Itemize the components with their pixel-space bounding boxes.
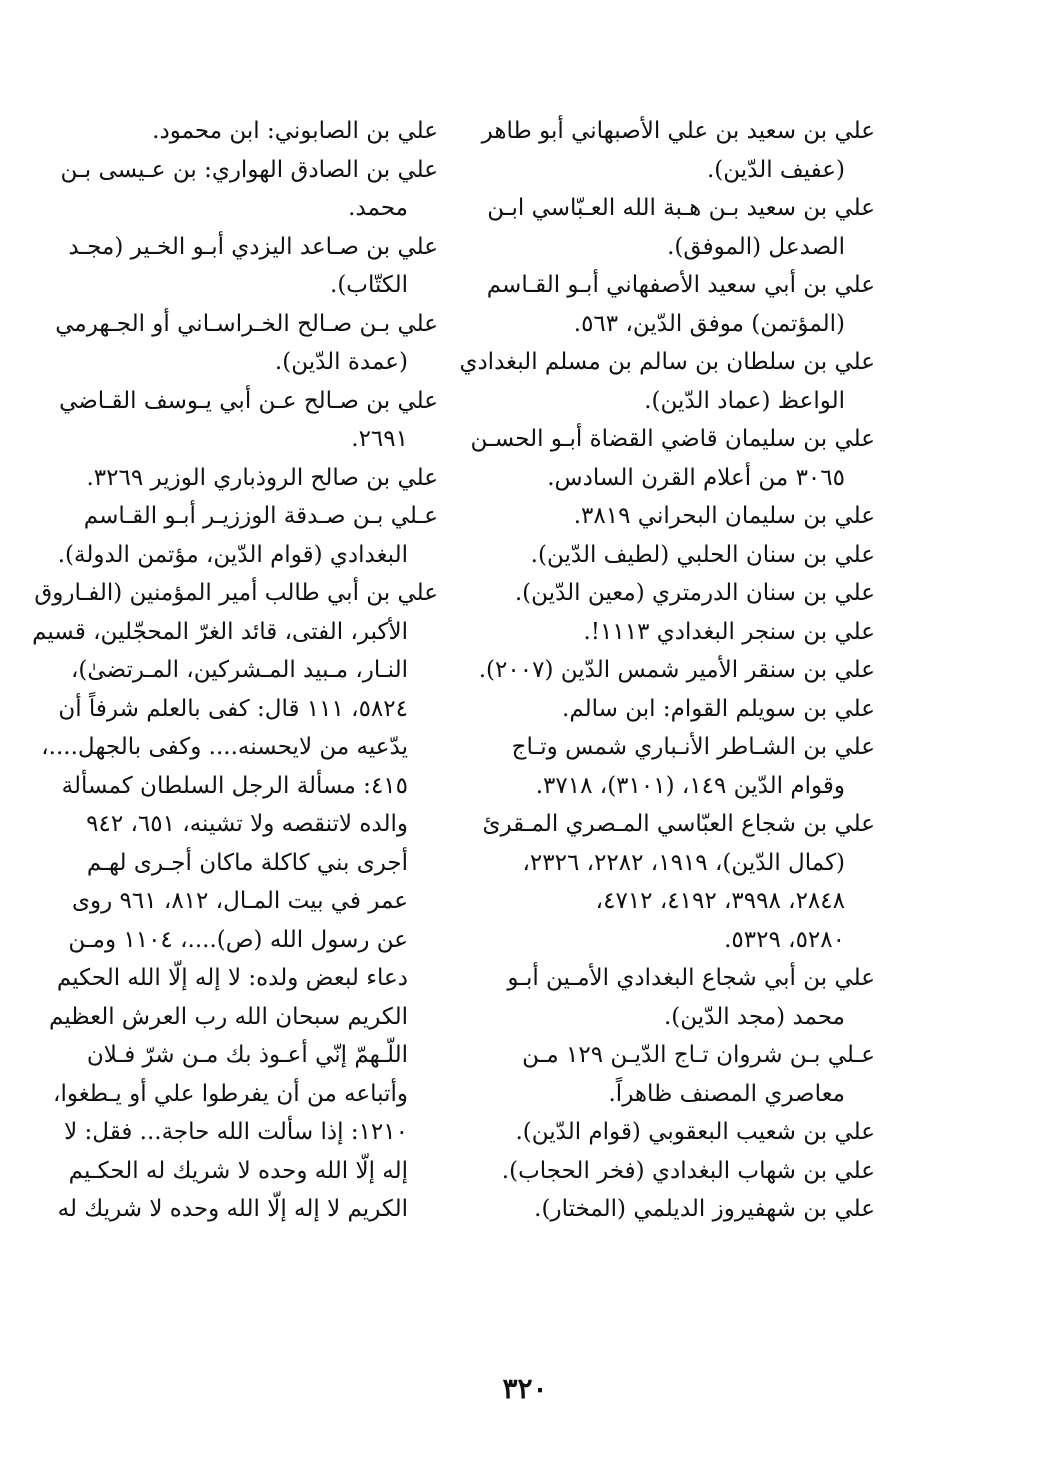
entry-continuation-line: الصدعل (الموفق). [667, 233, 845, 260]
entry-line: علي بن الصابوني: ابن محمود. [152, 118, 438, 144]
entry-continuation-line: الكريم لا إله إلّا الله وحده لا شريك له [57, 1196, 408, 1222]
entry-line: علي بن سويلم القوام: ابن سالم. [562, 695, 875, 722]
page-number: ٣٢٠ [502, 1372, 548, 1405]
entry-continuation-line: النـار، مـبيد المـشركين، المـرتضىٰ)، [70, 657, 408, 683]
entry-continuation-line: محمد (مجد الدّين). [663, 1003, 845, 1030]
entry-continuation-line: ٤١٥: مسألة الرجل السلطان كمسألة [61, 772, 408, 799]
entry-line: علي بن سنجر البغدادي ١١١٣!. [583, 618, 875, 645]
entry-continuation-line: الكريم سبحان الله رب العرش العظيم [49, 1003, 408, 1030]
entry-line: علي بن صـاعد اليزدي أبـو الخـير (مجـد [68, 233, 438, 260]
right-column [459, 112, 875, 1229]
entry-line: علي بن أبي طالب أمير المؤمنين (الفـاروق [34, 580, 438, 606]
entry-continuation-line: (عمدة الدّين). [274, 349, 408, 375]
entry-line: علي بن أبي سعيد الأصفهاني أبـو القـاسم [486, 272, 875, 298]
entry-continuation-line: ٥٨٢٤، ١١١ قال: كفى بالعلم شرفاً أن [58, 695, 408, 722]
entry-line: علي بن شعيب البعقوبي (قوام الدّين). [515, 1119, 875, 1145]
entry-continuation-line: ٢٦٩١. [351, 426, 408, 452]
entry-continuation-line: الأكبر، الفتى، قائد الغرّ المحجّلين، قسيم [32, 618, 408, 645]
entry-continuation-line: الكتّاب). [330, 272, 408, 298]
entry-continuation-line: محمد. [348, 195, 408, 221]
entry-line: عـلي بـن صـدقة الوززيـر أبـو القـاسم [83, 503, 438, 529]
entry-line: علي بن صالح الروذباري الوزير ٣٢٦٩. [86, 464, 438, 491]
entry-continuation-line: (عفيف الدّين). [706, 156, 845, 183]
entry-line: علي بن شهفيروز الديلمي (المختار). [534, 1196, 875, 1222]
entry-continuation-line: إله إلّا الله وحده لا شريك له الحكـيم [68, 1157, 408, 1184]
entry-line: علي بن الشـاطر الأنـباري شمس وتـاج [511, 734, 875, 760]
entry-line: علي بـن صـالح الخـراسـاني أو الجـهرمي [55, 310, 438, 337]
entry-line: علي بن أبي شجاع البغدادي الأمـين أبـو [507, 965, 875, 991]
entry-line: علي بن الصادق الهواري: بن عـيسى بـن [60, 156, 438, 183]
entry-line: علي بن صـالح عـن أبي يـوسف القـاضي [59, 387, 438, 414]
entry-line: علي بن سليمان البحراني ٣٨١٩. [573, 503, 875, 529]
entry-continuation-line: ٢٨٤٨، ٣٩٩٨، ٤١٩٢، ٤٧١٢، [595, 888, 845, 914]
entry-line: علي بن سعيد بـن هـبة الله العـبّاسي ابـن [487, 195, 875, 221]
entry-line: علي بن سلطان بن سالم بن مسلم البغدادي [459, 349, 875, 375]
entry-continuation-line: الواعظ (عماد الدّين). [644, 387, 845, 414]
entry-continuation-line: والده لاتنقصه ولا تشينه، ٦٥١، ٩٤٢ [86, 811, 408, 837]
entry-continuation-line: دعاء لبعض ولده: لا إله إلّا الله الحكيم [56, 965, 408, 991]
entry-continuation-line: (المؤتمن) موفق الدّين، ٥٦٣. [573, 310, 845, 337]
entry-line: علي بن سليمان قاضي القضاة أبـو الحسـن [470, 426, 875, 452]
entry-line: علي بن سنان الدرمتري (معين الدّين). [514, 580, 875, 606]
entry-continuation-line: أجرى بني كاكلة ماكان أجـرى لهـم [86, 849, 408, 876]
entry-line: علي بن سنقر الأمير شمس الدّين (٢٠٠٧). [478, 657, 875, 683]
entry-line: علي بن سنان الحلبي (لطيف الدّين). [530, 541, 875, 568]
entry-continuation-line: عن رسول الله (ص)....، ١١٠٤ ومـن [68, 926, 408, 953]
entry-continuation-line: يدّعيه من لايحسنه.... وكفى بالجهل....، [41, 734, 408, 760]
entry-continuation-line: وأتباعه من أن يفرطوا علي أو يـطغوا، [53, 1080, 408, 1107]
entry-continuation-line: ٣٠٦٥ من أعلام القرن السادس. [547, 464, 845, 491]
entry-continuation-line: البغدادي (قوام الدّين، مؤتمن الدولة). [57, 541, 408, 568]
entry-continuation-line: معاصري المصنف ظاهراً. [608, 1080, 845, 1107]
entry-line: علي بن سعيد بن علي الأصبهاني أبو طاهر [481, 118, 875, 144]
left-column [32, 112, 438, 1229]
entry-continuation-line: (كمال الدّين)، ١٩١٩، ٢٢٨٢، ٢٣٢٦، [522, 849, 845, 876]
entry-continuation-line: ٥٢٨٠، ٥٣٢٩. [724, 926, 845, 953]
entry-continuation-line: اللّـهمّ إنّي أعـوذ بك مـن شرّ فـلان [86, 1042, 408, 1068]
entry-continuation-line: ١٢١٠: إذا سألت الله حاجة... فقل: لا [64, 1119, 408, 1145]
entry-line: علي بن شجاع العبّاسي المـصري المـقرئ [482, 811, 875, 837]
entry-continuation-line: وقوام الدّين ١٤٩، (٣١٠١)، ٣٧١٨. [535, 772, 845, 799]
entry-line: علي بن شهاب البغدادي (فخر الحجاب). [501, 1157, 875, 1184]
entry-line: عـلي بـن شروان تـاج الدّيـن ١٢٩ مـن [522, 1042, 875, 1068]
entry-continuation-line: عمر في بيت المـال، ٨١٢، ٩٦١ روى [71, 888, 408, 914]
